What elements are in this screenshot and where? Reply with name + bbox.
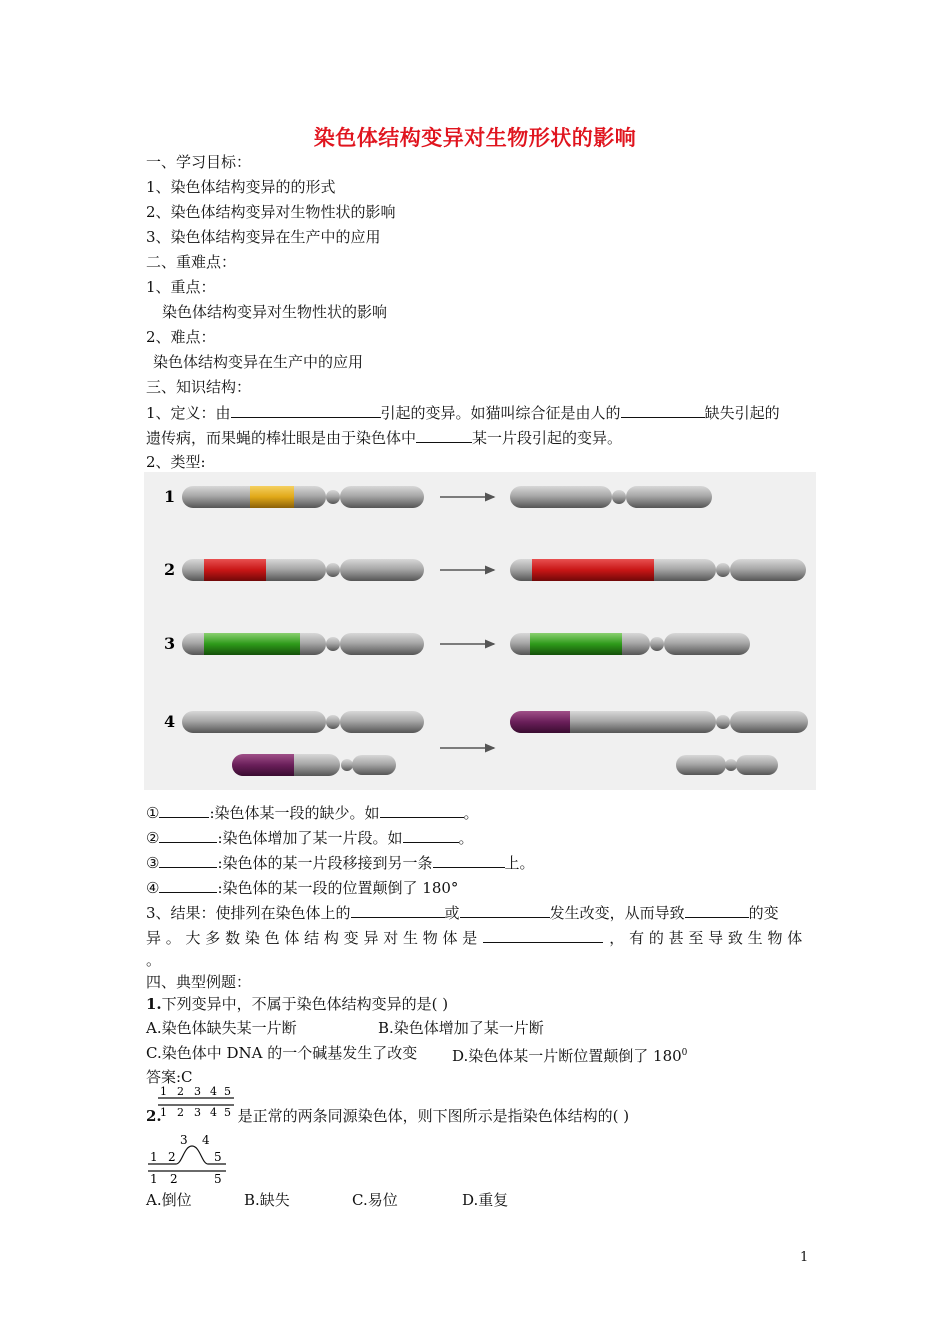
row1-deleted-chromosome <box>510 486 712 508</box>
variation-chromosomes-figure <box>146 1134 230 1184</box>
blank-segment <box>416 427 472 443</box>
question-2-option-d: D.重复 <box>462 1191 509 1209</box>
page-title: 染色体结构变异对生物形状的影响 <box>313 125 637 150</box>
definition-text-b: 引起的变异。如猫叫综合征是由人的 <box>380 404 621 422</box>
type-3-marker: ③ <box>146 854 160 872</box>
row-label-2: 2 <box>164 560 176 579</box>
bot-num-1: 1 <box>160 1106 167 1119</box>
definition-text-c: 缺失引起的 <box>704 404 780 422</box>
bot-num-2: 2 <box>177 1106 184 1119</box>
question-1 <box>146 994 448 1014</box>
chromosome-diagram <box>144 472 816 790</box>
type-1-marker: ① <box>146 804 160 822</box>
section-1-heading: 一、学习目标： <box>146 153 252 171</box>
question-2-text: 是正常的两条同源染色体，则下图所示是指染色体结构的( ) <box>237 1107 630 1125</box>
type-2-end: 。 <box>458 829 474 847</box>
type-3-end: 上。 <box>504 854 535 872</box>
types-label: 2、类型: <box>146 453 206 471</box>
var-top-num-2: 2 <box>168 1150 176 1164</box>
blank-type-4 <box>159 877 217 893</box>
var-bot-num-5: 5 <box>214 1172 222 1184</box>
question-1-option-b: B.染色体增加了某一片断 <box>378 1019 544 1037</box>
blank-type-3-target <box>433 852 505 868</box>
row4-result-small-chromosome <box>676 755 778 775</box>
type-2-line <box>146 827 474 848</box>
type-3-text: :染色体的某一片段移接到另一条 <box>217 854 433 872</box>
result-text-a: 3、结果：使排列在染色体上的 <box>146 904 351 922</box>
key-point-text: 染色体结构变异对生物性状的影响 <box>162 303 388 321</box>
question-1-option-d-sup: 0 <box>681 1048 688 1058</box>
row-label-3: 3 <box>164 634 176 653</box>
chromosome-variation-figure <box>144 472 816 790</box>
blank-result-2 <box>460 902 550 918</box>
question-1-option-d-text: D.染色体某一片断位置颠倒了 180 <box>452 1047 682 1065</box>
goal-item-3: 3、染色体结构变异在生产中的应用 <box>146 228 381 246</box>
type-1-line <box>146 802 479 823</box>
question-1-option-a: A.染色体缺失某一片断 <box>146 1019 297 1037</box>
type-4-marker: ④ <box>146 879 160 897</box>
question-1-option-c: C.染色体中 DNA 的一个碱基发生了改变 <box>146 1044 418 1062</box>
page-number: 1 <box>800 1250 809 1265</box>
var-top-num-5: 5 <box>214 1150 222 1164</box>
var-bot-num-1: 1 <box>150 1172 158 1184</box>
goal-item-1: 1、染色体结构变异的的形式 <box>146 178 336 196</box>
type-3-line <box>146 852 535 873</box>
top-num-4: 4 <box>210 1085 217 1098</box>
row-label-4: 4 <box>164 712 176 731</box>
hard-point-text: 染色体结构变异在生产中的应用 <box>153 353 364 371</box>
row-label-1: 1 <box>164 487 176 506</box>
blank-chromosome <box>621 402 705 418</box>
question-1-option-d <box>452 1043 687 1066</box>
row3-original-chromosome <box>182 633 424 655</box>
result-line-1 <box>146 902 779 923</box>
key-point-label: 1、重点： <box>146 278 216 296</box>
goal-item-2: 2、染色体结构变异对生物性状的影响 <box>146 203 396 221</box>
type-1-text: :染色体某一段的缺少。如 <box>209 804 380 822</box>
var-top-num-3: 3 <box>180 1134 188 1147</box>
blank-type-1 <box>159 802 209 818</box>
blank-result-3 <box>685 902 749 918</box>
question-1-text: 下列变异中，不属于染色体结构变异的是( ) <box>161 995 449 1013</box>
question-2-option-c: C.易位 <box>352 1191 398 1209</box>
section-4-heading: 四、典型例题： <box>146 973 252 991</box>
result-line-2 <box>146 927 802 948</box>
blank-type-3 <box>159 852 217 868</box>
question-2-number: 2. <box>146 1107 162 1125</box>
top-num-5: 5 <box>224 1085 231 1098</box>
definition-text-e: 某一片段引起的变异。 <box>472 429 623 447</box>
top-num-1: 1 <box>160 1085 167 1098</box>
result-text-f: ， 有 的 甚 至 导 致 生 物 体 <box>609 929 803 947</box>
result-text-b: 或 <box>444 904 460 922</box>
result-text-e: 异 。 大 多 数 染 色 体 结 构 变 异 对 生 物 体 是 <box>146 929 478 947</box>
type-4-text: :染色体的某一段的位置颠倒了 180° <box>217 879 459 897</box>
type-2-text: :染色体增加了某一片段。如 <box>217 829 403 847</box>
bot-num-4: 4 <box>210 1106 217 1119</box>
definition-line-2 <box>146 427 622 448</box>
section-3-heading: 三、知识结构： <box>146 378 252 396</box>
bot-num-3: 3 <box>194 1106 201 1119</box>
normal-homologous-chromosomes-figure <box>158 1084 236 1120</box>
row1-original-chromosome <box>182 486 424 508</box>
blank-type-2-example <box>403 827 459 843</box>
definition-text-a: 1、定义：由 <box>146 404 231 422</box>
definition-line-1 <box>146 402 780 423</box>
row4-translocated-chromosome <box>510 711 808 733</box>
row2-original-chromosome <box>182 559 424 581</box>
type-1-end: 。 <box>463 804 479 822</box>
result-text-c: 发生改变，从而导致 <box>549 904 685 922</box>
row3-inverted-chromosome <box>510 633 750 655</box>
result-line-3: 。 <box>146 951 162 969</box>
row2-duplicated-chromosome <box>510 559 806 581</box>
bot-num-5: 5 <box>224 1106 231 1119</box>
top-num-3: 3 <box>194 1085 201 1098</box>
blank-cause <box>231 402 381 418</box>
top-num-2: 2 <box>177 1085 184 1098</box>
type-4-line <box>146 877 458 898</box>
var-bot-num-2: 2 <box>170 1172 178 1184</box>
blank-type-2 <box>159 827 217 843</box>
type-2-marker: ② <box>146 829 160 847</box>
row4-original-small-chromosome <box>232 754 396 776</box>
question-2-option-a: A.倒位 <box>146 1191 192 1209</box>
row4-original-chromosome <box>182 711 424 733</box>
var-top-num-4: 4 <box>202 1134 210 1147</box>
question-2-option-b: B.缺失 <box>244 1191 290 1209</box>
question-1-answer: 答案:C <box>146 1068 193 1086</box>
blank-result-1 <box>351 902 445 918</box>
blank-result-4 <box>483 927 603 943</box>
var-top-num-1: 1 <box>150 1150 158 1164</box>
definition-text-d: 遗传病，而果蝇的棒壮眼是由于染色体中 <box>146 429 417 447</box>
result-text-d: 的变 <box>748 904 779 922</box>
section-2-heading: 二、重难点： <box>146 253 237 271</box>
hard-point-label: 2、难点： <box>146 328 216 346</box>
question-1-number: 1. <box>146 995 162 1013</box>
blank-type-1-example <box>380 802 464 818</box>
